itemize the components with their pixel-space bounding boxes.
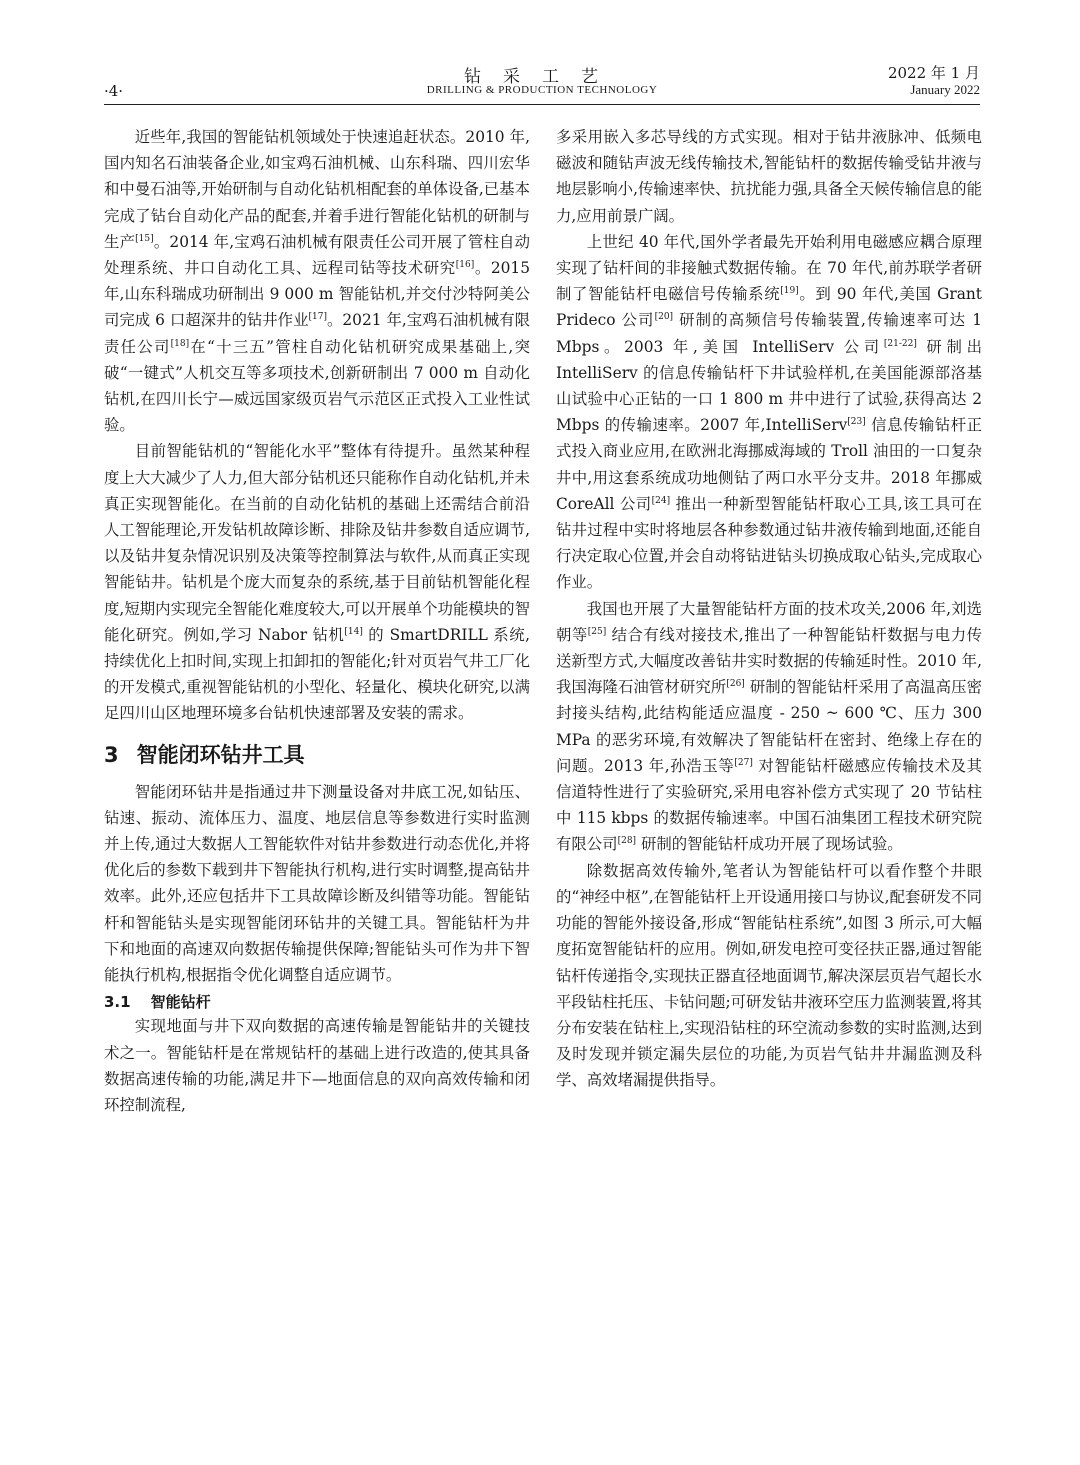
issue-date-en: January 2022 <box>910 82 980 97</box>
paragraph: 智能闭环钻井是指通过井下测量设备对井底工况,如钻压、钻速、振动、流体压力、温度、地层信息等参数进行实时监测并上传,通过大数据人工智能软件对钻井参数进行动态优化,并将优化后的参数下载到井下智能执行机构,进行实时调整,提高钻井效率。此外,还应包括井下工具故障诊断及纠错等功能。智能钻杆和智能钻头是实现智能闭环钻井的关键工具。智能钻杆为井下和地面的高速双向数据传输提供保障;智能钻头可作为井下智能执行机构,根据指令优化调整自适应调节。 <box>104 782 530 985</box>
citation: [17] <box>308 312 327 323</box>
subsection-title: 智能钻杆 <box>150 993 211 1012</box>
citation: [16] <box>455 260 475 271</box>
citation: [18] <box>170 338 190 349</box>
citation: [25] <box>587 626 607 637</box>
paragraph: 实现地面与井下双向数据的高速传输是智能钻井的关键技术之一。智能钻杆是在常规钻杆的基础上进行改造的,使其具备数据高速传输的功能,满足井下—地面信息的双向高效传输和闭环控制流程, <box>104 1017 530 1114</box>
citation: [19] <box>780 286 799 297</box>
citation: [26] <box>726 679 745 690</box>
paragraph: 近些年,我国的智能钻机领域处于快速追赶状态。2010 年,国内知名石油装备企业,如宝鸡石油机械、山东科瑞、四川宏华和中曼石油等,开始研制与自动化钻机相配套的单体设备,已基本完成了钻台自动化产品的配套,并着手进行智能化钻机的研制与生产[15]。2014 年,宝鸡石油机械有限责任公司开展了管柱自动处理系统、井口自动化工具、远程司钻等技术研究[16]。2015 年,山东科瑞成功研制出 9 000 m 智能钻机,并交付沙特阿美公司完成 6 口超深井的钻井作业[17]。2021 年,宝鸡石油机械有限责任公司[18]在“十三五”管柱自动化钻机研究成果基础上,突破“一键式”人机交互等多项技术,创新研制出 7 000 m 自动化钻机,在四川长宁—威远国家级页岩气示范区正式投入工业性试验。 <box>104 128 531 435</box>
paragraph: 多采用嵌入多芯导线的方式实现。相对于钻井液脉冲、低频电磁波和随钻声波无线传输技术,智能钻杆的数据传输受钻井液与地层影响小,传输速率快、抗扰能力强,具备全天候传输信息的能力,应用前景广阔。 <box>556 128 982 225</box>
citation: [24] <box>651 495 671 506</box>
section-number: 3 <box>104 742 119 767</box>
journal-title-en: DRILLING & PRODUCTION TECHNOLOGY <box>426 84 658 96</box>
page-number: ·4· <box>104 82 124 100</box>
paragraph: 上世纪 40 年代,国外学者最先开始利用电磁感应耦合原理实现了钻杆间的非接触式数据传输。在 70 年代,前苏联学者研制了智能钻杆电磁信号传输系统[19]。到 90 年代,美国 Grant Prideco 公司[20] 研制的高频信号传输装置,传输速率可达 1 Mbps。2003 年,美国 IntelliServ 公司[21-22] 研制出 IntelliServ 的信息传输钻杆下井试验样机,在美国能源部洛基山试验中心正钻的一口 1 800 m 井中进行了试验,获得高达 2 Mbps 的传输速率。2007 年,IntelliServ[23] 信息传输钻杆正式投入商业应用,在欧洲北海挪威海域的 Troll 油田的一口复杂井中,用这套系统成功地侧钻了两口水平分支井。2018 年挪威 CoreAll 公司[24] 推出一种新型智能钻杆取心工具,该工具可在钻井过程中实时将地层各种参数通过钻井液传输到地面,还能自行决定取心位置,并会自动将钻进钻头切换成取心钻头,完成取心作业。 <box>556 232 983 592</box>
journal-title-cn: 钻采工艺 <box>464 67 620 87</box>
citation: [21-22] <box>883 338 917 349</box>
paragraph: 目前智能钻机的“智能化水平”整体有待提升。虽然某种程度上大大减少了人力,但大部分钻机还只能称作自动化钻机,并未真正实现智能化。在当前的自动化钻机的基础上还需结合前沿人工智能理论,开发钻机故障诊断、排除及钻井参数自适应调节,以及钻井复杂情况识别及决策等控制算法与软件,从而真正实现智能钻井。钻机是个庞大而复杂的系统,基于目前钻机智能化程度,短期内实现完全智能化难度较大,可以开展单个功能模块的智能化研究。例如,学习 Nabor 钻机[14] 的 SmartDRILL 系统,持续优化上扣时间,实现上扣卸扣的智能化;针对页岩气井工厂化的开发模式,重视智能钻机的小型化、轻量化、模块化研究,以满足四川山区地理环境多台钻机快速部署及安装的需求。 <box>104 442 531 723</box>
left-column <box>104 124 530 1118</box>
subsection-heading <box>104 991 530 1012</box>
citation: [15] <box>135 233 154 244</box>
citation: [27] <box>734 757 753 768</box>
page-header <box>104 60 980 105</box>
right-column <box>556 124 982 1094</box>
subsection-number: 3.1 <box>104 993 131 1012</box>
citation: [23] <box>847 417 866 428</box>
citation: [14] <box>344 626 363 637</box>
issue-date-cn: 2022 年 1 月 <box>887 64 980 82</box>
section-title: 智能闭环钻井工具 <box>136 742 305 767</box>
paragraph: 我国也开展了大量智能钻杆方面的技术攻关,2006 年,刘选朝等[25] 结合有线对接技术,推出了一种智能钻杆数据与电力传送新型方式,大幅度改善钻井实时数据的传输延时性。2010 年,我国海隆石油管材研究所[26] 研制的智能钻杆采用了高温高压密封接头结构,此结构能适应温度 - 250 ~ 600 ℃、压力 300 MPa 的恶劣环境,有效解决了智能钻杆在密封、绝缘上存在的问题。2013 年,孙浩玉等[27] 对智能钻杆磁感应传输技术及其信道特性进行了实验研究,采用电容补偿方式实现了 20 节钻柱中 115 kbps 的数据传输速率。中国石油集团工程技术研究院有限公司[28] 研制的智能钻杆成功开展了现场试验。 <box>556 599 982 854</box>
section-heading <box>104 739 530 769</box>
citation: [20] <box>654 312 674 323</box>
citation: [28] <box>617 836 637 847</box>
paragraph: 除数据高效传输外,笔者认为智能钻杆可以看作整个井眼的“神经中枢”,在智能钻杆上开设通用接口与协议,配套研发不同功能的智能外接设备,形成“智能钻柱系统”,如图 3 所示,可大幅度拓宽智能钻杆的应用。例如,研发电控可变径扶正器,通过智能钻杆传递指令,实现扶正器直径地面调节,解决深层页岩气超长水平段钻柱托压、卡钻问题;可研发钻井液环空压力监测装置,将其分布安装在钻柱上,实现沿钻柱的环空流动参数的实时监测,达到及时发现并锁定漏失层位的功能,为页岩气钻井井漏监测及科学、高效堵漏提供指导。 <box>556 861 982 1090</box>
